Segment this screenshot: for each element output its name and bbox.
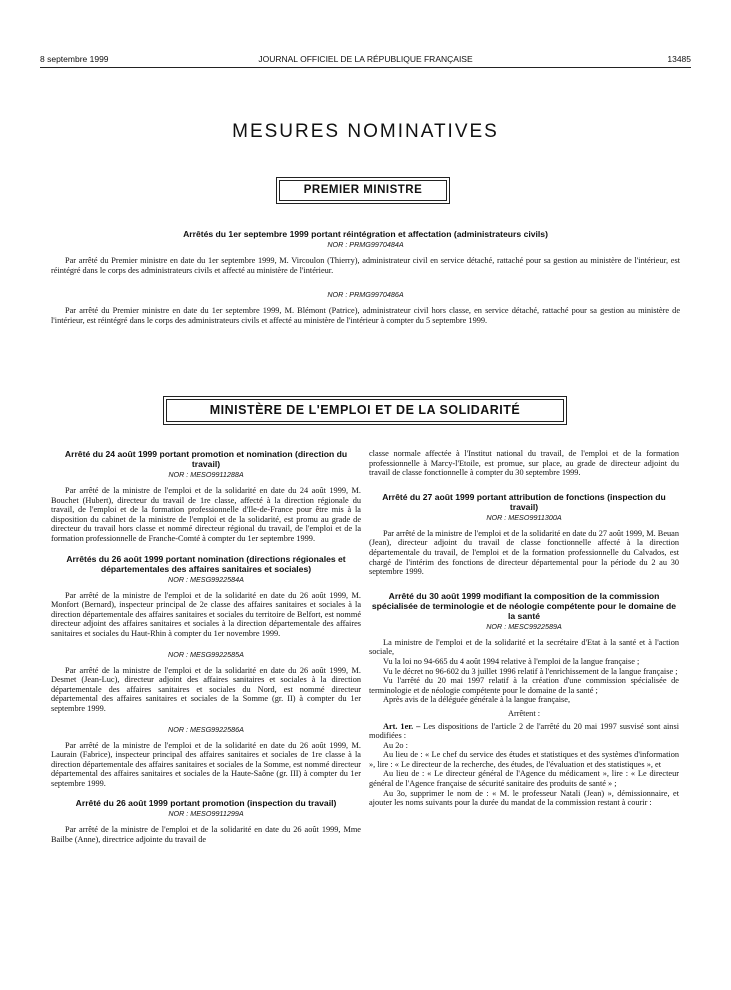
arrete-text: Par arrêté du Premier ministre en date du 1er septembre 1999, M. Blémont (Patrice), administrateur civil hors classe, en service détaché, rattaché pour sa gestion au ministère de l'intérieur, est réintégré dans le corps des administrateurs civils et affecté au ministère de l'intérieur à compter du 5 septembre 1999. — [51, 306, 680, 325]
article-label: Art. 1er. – — [383, 721, 421, 731]
section-premier-ministre — [51, 229, 680, 325]
nor-reference: NOR : PRMG9970484A — [327, 240, 404, 249]
nor-reference: NOR : MESG9922584A — [168, 574, 244, 584]
arrete-heading: Arrêtés du 26 août 1999 portant nomination (directions régionales et départementales des affaires sanitaires et sociales) — [66, 553, 346, 574]
decree-paragraph: Au lieu de : « Le directeur général de l'Agence du médicament », lire : « Le directeur général de l'Agence française de sécurité sanitaire des produits de santé » ; — [369, 769, 679, 789]
arrete-text: Par arrêté de la ministre de l'emploi et de la solidarité en date du 26 août 1999, Mme Bailbe (Anne), directrice adjointe du travail de — [51, 825, 361, 845]
page-header — [0, 54, 731, 68]
arrete-text-continued: classe normale affectée à l'Institut national du travail, de l'emploi et de la formation professionnelle à Marcy-l'Etoile, est promue, sur place, au grade de directeur adjoint du travail de classe fonctionnelle à compter du 30 septembre 1999. — [369, 449, 679, 478]
arrete-text: Par arrêté de la ministre de l'emploi et de la solidarité en date du 26 août 1999, M. Desmet (Jean-Luc), directeur adjoint des affaires sanitaires et sociales à la direction départementale des affaires sanitaires et sociales du Nord, est nommé directeur départemental des affaires sanitaires et sociales de la Somme (gr. II) à compter du 1er septembre 1999. — [51, 665, 361, 713]
page-title: MESURES NOMINATIVES — [232, 121, 499, 142]
arrete-heading: Arrêtés du 1er septembre 1999 portant réintégration et affectation (administrateurs civils) — [183, 229, 548, 239]
nor-reference: NOR : MESO9911299A — [168, 809, 244, 819]
arrete-heading: Arrêté du 27 août 1999 portant attribution de fonctions (inspection du travail) — [382, 491, 666, 512]
header-journal: JOURNAL OFFICIEL DE LA RÉPUBLIQUE FRANÇAISE — [258, 54, 473, 64]
decree-paragraph: Vu l'arrêté du 20 mai 1997 relatif à la création d'une commission spécialisée de terminologie et de néologie compétente pour le domaine de la santé ; — [369, 676, 679, 695]
nor-reference: NOR : MESO9911300A — [486, 512, 562, 522]
decree-paragraph: Vu la loi no 94-665 du 4 août 1994 relative à l'emploi de la langue française ; — [383, 656, 640, 666]
arrete-text: Par arrêté du Premier ministre en date du 1er septembre 1999, M. Vircoulon (Thierry), administrateur civil en service détaché, rattaché pour sa gestion au ministère de l'intérieur, est réintégré dans le corps des administrateurs civils et affecté au ministère de l'intérieur. — [51, 256, 680, 275]
header-date: 8 septembre 1999 — [40, 54, 109, 64]
arrete-text: Par arrêté de la ministre de l'emploi et de la solidarité en date du 27 août 1999, M. Beuan (Jean), directeur adjoint du travail de classe fonctionnelle affecté à la direction départementale du travail, de l'emploi et de la formation professionnelle du Calvados, est chargé de l'intérim des fonctions de directeur départemental pour la période du 2 au 30 septembre 1999. — [369, 528, 679, 577]
header-rule — [40, 67, 691, 68]
header-page-number: 13485 — [667, 54, 691, 64]
nor-reference: NOR : MESG9922585A — [168, 649, 244, 659]
right-column — [369, 449, 679, 808]
arretent-label: Arrêtent : — [507, 708, 541, 718]
nor-reference: NOR : MESC9922589A — [486, 621, 562, 631]
decree-paragraph: Après avis de la déléguée générale à la langue française, — [383, 695, 571, 705]
left-column — [51, 449, 361, 845]
nor-reference: NOR : MESG9922586A — [168, 724, 244, 734]
article-1 — [369, 722, 679, 741]
section-box-premier-ministre: PREMIER MINISTRE — [279, 180, 447, 201]
article-text: Les dispositions de l'article 2 de l'arrêté du 20 mai 1997 susvisé sont ainsi modifiées : — [369, 721, 679, 741]
nor-reference: NOR : MESO9911288A — [168, 470, 244, 479]
arrete-text: Par arrêté de la ministre de l'emploi et de la solidarité en date du 24 août 1999, M. Bouchet (Hubert), directeur du travail de 1re classe, affecté à la direction régionale du travail, de l'emploi et de la formation professionnelle d'Ile-de-France pour être mis à la disposition du cabinet de la ministre de l'emploi et de la solidarité, est promu au grade de directeur du travail hors classe et nommé directeur régional du travail, de l'emploi et de la formation professionnelle de Franche-Comté à compter du 1er septembre 1999. — [51, 486, 361, 543]
decree-paragraph: Au 3o, supprimer le nom de : « M. le professeur Natali (Jean) », démissionnaire, et ajouter les noms suivants pour la durée du mandat de la commission restant à courir : — [369, 788, 679, 808]
arrete-heading: Arrêté du 30 août 1999 modifiant la composition de la commission spécialisée de terminologie et de néologie compétente pour le domaine de la santé — [371, 590, 677, 621]
decree-paragraph: Vu le décret no 96-602 du 3 juillet 1996 relatif à l'enrichissement de la langue française ; — [383, 666, 678, 676]
arrete-text: Par arrêté de la ministre de l'emploi et de la solidarité en date du 26 août 1999, M. Laurain (Fabrice), inspecteur principal des affaires sanitaires et sociales de 1re classe à la direction départementale des affaires sanitaires et sociales de la Somme, est nommé directeur départemental des affaires sanitaires et sociales de la Haute-Saône (gr. III) à compter du 1er septembre 1999. — [51, 740, 361, 788]
decree-paragraph: La ministre de l'emploi et de la solidarité et la secrétaire d'Etat à la santé et à l'action sociale, — [369, 637, 679, 657]
arrete-heading: Arrêté du 24 août 1999 portant promotion et nomination (direction du travail) — [64, 449, 348, 469]
arrete-text: Par arrêté de la ministre de l'emploi et de la solidarité en date du 26 août 1999, M. Monfort (Bernard), inspecteur principal de 2e classe des affaires sanitaires et sociales à la direction départementale des affaires sanitaires et sociales du territoire de Belfort, est nommé directeur adjoint des affaires sanitaires et sociales à la direction départementale des affaires sanitaires et sociales du Haut-Rhin à compter du 1er novembre 1999. — [51, 590, 361, 638]
decree-paragraph: Au 2o : — [383, 740, 408, 750]
nor-reference: NOR : PRMG9970486A — [327, 290, 404, 300]
decree-paragraph: Au lieu de : « Le chef du service des études et statistiques et des systèmes d'information », lire : « Le directeur de la recherche, des études, de l'évaluation et des statistiques », et — [369, 750, 679, 769]
section-box-ministere-emploi: MINISTÈRE DE L'EMPLOI ET DE LA SOLIDARITÉ — [166, 399, 564, 422]
arrete-heading: Arrêté du 26 août 1999 portant promotion (inspection du travail) — [75, 798, 337, 809]
